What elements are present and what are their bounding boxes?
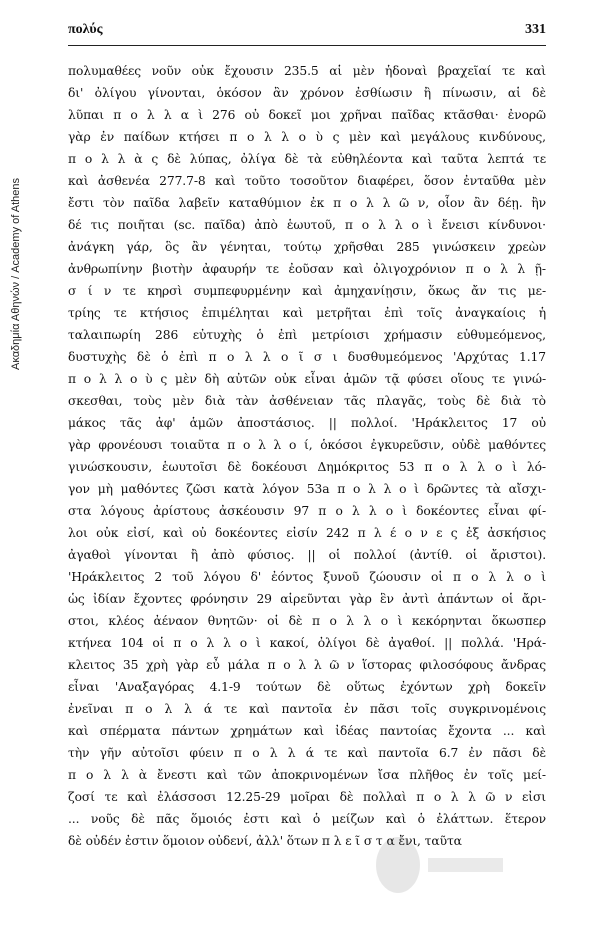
text-line: στοι, κλέος ἀέναον θνητῶν· οἱ δὲ π ο λ λ ο ὶ κεκόρηνται ὅκωσπερ (68, 614, 546, 628)
text-line: λοι οὐκ εἰσί, καὶ οὐ δοκέοντες εἰσίν 242 π λ έ ο ν ε ς ἐξ ἀσκήσιος (68, 526, 546, 540)
text-line: ἔστι τὸν παῖδα λαβεῖν καταθύμιον ἐκ π ο λ λ ῶ ν, οἷον ἂν δέῃ. ἢν (68, 196, 546, 210)
text-line: ζοσί τε καὶ ἐλάσσοσι 12.25-29 μοῖραι δὲ πολλαὶ π ο λ λ ῶ ν εἰσι (68, 790, 546, 804)
header-rule (68, 45, 546, 46)
text-line: ἀνάγκη γάρ, ὃς ἂν γένηται, τούτῳ χρῆσθαι 285 γινώσκειν χρεὼν (68, 240, 546, 254)
text-line: δέ τις ποιῆται (sc. παῖδα) ἀπὸ ἑωυτοῦ, π ο λ λ ο ὶ ἔνεισι κίνδυνοι· (68, 218, 546, 232)
text-line: δὲ οὐδέν ἐστιν ὅμοιον οὐδενί, ἀλλ' ὅτων π λ ε ῖ σ τ α ἔνι, ταῦτα (68, 834, 462, 848)
text-line: γὰρ φρονέουσι τοιαῦτα π ο λ λ ο ί, ὁκόσοι ἐγκυρεῦσιν, οὐδὲ μαθόντες (68, 438, 546, 452)
text-line: πολυμαθέες νοῦν οὐκ ἔχουσιν 235.5 αἱ μὲν ἡδοναὶ βραχεῖαί τε καὶ (68, 64, 546, 78)
text-line: ἀγαθοὶ γίνονται ἢ ἀπὸ φύσιος. || οἱ πολλοί (ἀντίθ. οἱ ἄριστοι). (68, 548, 546, 562)
text-line: μάκος τᾶς ἀφ' ἁμῶν ἀποστάσιος. || πολλοί. 'Ηράκλειτος 17 οὐ (68, 416, 546, 430)
text-line: ταλαιπωρίη 286 εὐτυχὴς ὁ ἐπὶ μετρίοισι χρήμασιν εὐθυμεόμενος, (68, 328, 546, 342)
academy-stamp: Ακαδημία Αθηνών / Academy of Athens (10, 177, 22, 370)
text-line: ὡς ἰδίαν ἔχοντες φρόνησιν 29 αἱρεῦνται γὰρ ἓν ἀντὶ ἁπάντων οἱ ἄρι- (68, 592, 546, 606)
text-line: τρίης τε κτήσιος ἐπιμέληται καὶ μετρῆται ἐπὶ τοῖς ἀναγκαίοις ἡ (68, 306, 546, 320)
text-line: π ο λ λ ὰ ἔνεστι καὶ τῶν ἀποκρινομένων ἴσα πλῆθος ἐν τοῖς μεί- (68, 768, 546, 782)
text-line: δυστυχὴς δὲ ὁ ἐπὶ π ο λ λ ο ῖ σ ι δυσθυμεόμενος 'Αρχύτας 1.17 (68, 350, 546, 364)
running-header (68, 22, 546, 44)
text-line: λῦπαι π ο λ λ α ὶ 276 οὐ δοκεῖ μοι χρῆναι παῖδας κτᾶσθαι· ἐνορῶ (68, 108, 546, 122)
text-line: τὴν γῆν αὐτοῖσι φύειν π ο λ λ ά τε καὶ παντοῖα 6.7 ἐν πᾶσι δὲ (68, 746, 546, 760)
text-line: σ ί ν τε κηρσὶ συμπεφυρμένην καὶ ἀμηχανίῃσιν, ὅκως ἄν τις με- (68, 284, 546, 298)
text-line: ἐνεῖναι π ο λ λ ά τε καὶ παντοῖα ἐν πᾶσι τοῖς συγκρινομένοις (68, 702, 546, 716)
text-line: δι' ὀλίγου γίνονται, ὁκόσον ἂν χρόνον ἐσθίωσιν ἢ πίνωσιν, αἱ δὲ (68, 86, 546, 100)
text-line: π ο λ λ ο ὺ ς μὲν δὴ αὐτῶν οὐκ εἶναι ἁμῶν τᾷ φύσει οἵους τε γινώ- (68, 372, 546, 386)
text-line: κλειτος 35 χρὴ γὰρ εὖ μάλα π ο λ λ ῶ ν ἵστορας φιλοσόφους ἄνδρας (68, 658, 546, 672)
text-line: καὶ ἀσθενέα 277.7-8 καὶ τοῦτο τοσοῦτον διαφέρει, ὅσον ἐνταῦθα μὲν (68, 174, 546, 188)
library-watermark (368, 830, 508, 900)
text-line: στα λόγους ἀρίστους ἀσκέουσιν 97 π ο λ λ ο ὶ δοκέοντες εἶναι φί- (68, 504, 546, 518)
text-line: π ο λ λ ὰ ς δὲ λύπας, ὀλίγα δὲ τὰ εὐθηλέοντα καὶ ταῦτα λεπτά τε (68, 152, 546, 166)
text-line: γινώσκουσιν, ἑωυτοῖσι δὲ δοκέουσι Δημόκριτος 53 π ο λ λ ο ὶ λό- (68, 460, 546, 474)
text-line: ἀνθρωπίνην βιοτὴν ἀφαυρήν τε ἐοῦσαν καὶ ὀλιγοχρόνιον π ο λ λ ῇ- (68, 262, 546, 276)
text-line: γον μὴ μαθόντες ζῶσι κατὰ λόγον 53a π ο λ λ ο ὶ δρῶντες τὰ αἴσχι- (68, 482, 546, 496)
page-number: 331 (525, 22, 546, 37)
text-line: σκεσθαι, τοὺς μὲν διὰ τὰν ἀσθένειαν τᾶς πλαγᾶς, τοὺς δὲ διὰ τὸ (68, 394, 546, 408)
text-line: 'Ηράκλειτος 2 τοῦ λόγου δ' ἐόντος ξυνοῦ ζώουσιν οἱ π ο λ λ ο ὶ (68, 570, 546, 584)
text-line: καὶ σπέρματα πάντων χρημάτων καὶ ἰδέας παντοίας ἔχοντα ... καὶ (68, 724, 546, 738)
text-line: κτήνεα 104 οἱ π ο λ λ ο ὶ κακοί, ὀλίγοι δὲ ἀγαθοί. || πολλά. 'Ηρά- (68, 636, 546, 650)
text-line: γὰρ ἐν παίδων κτήσει π ο λ λ ο ὺ ς μὲν καὶ μεγάλους κινδύνους, (68, 130, 546, 144)
header-headword: πολύς (68, 22, 103, 37)
entry-text (68, 60, 546, 852)
text-line: εἶναι 'Αναξαγόρας 4.1-9 τούτων δὲ οὕτως ἐχόντων χρὴ δοκεῖν (68, 680, 546, 694)
text-line: ... νοῦς δὲ πᾶς ὅμοιός ἐστι καὶ ὁ μείζων καὶ ὁ ἐλάττων. ἕτερον (68, 812, 546, 826)
